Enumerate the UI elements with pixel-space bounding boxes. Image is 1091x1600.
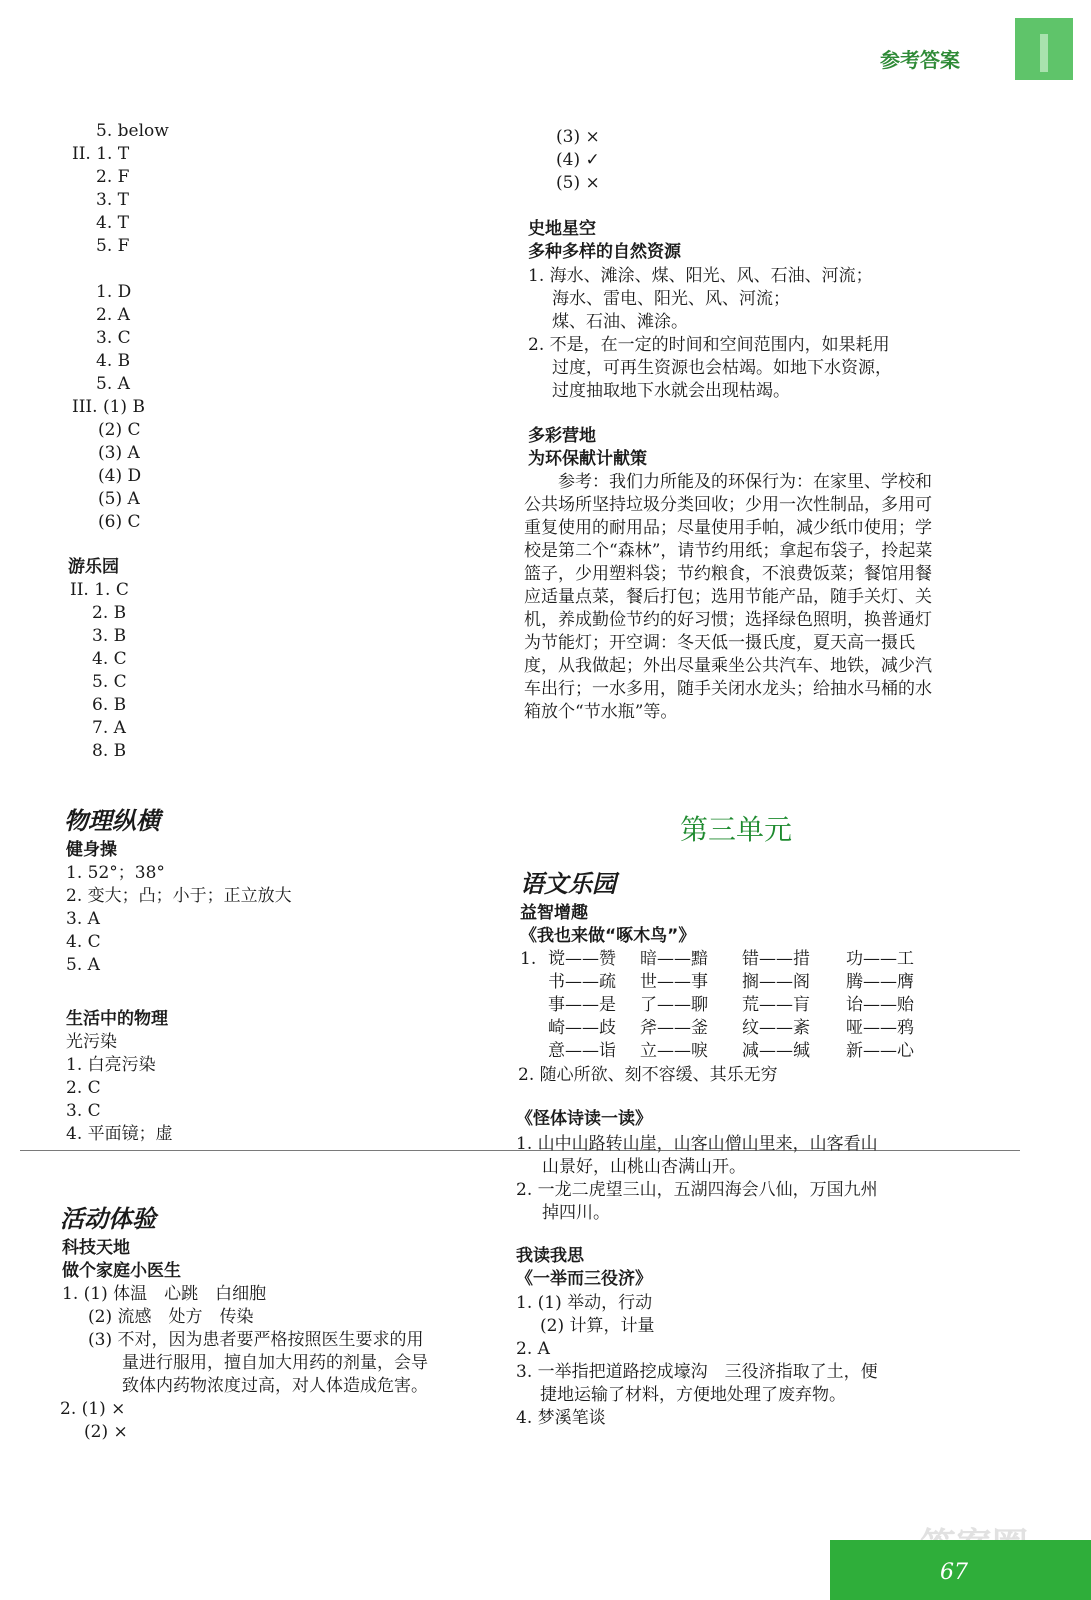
wrong-char: 书	[548, 972, 565, 992]
pair-dash: ——	[657, 995, 691, 1015]
wrong-char: 腾	[846, 972, 863, 992]
wrong-char: 了	[640, 995, 657, 1015]
answer-line: 1. 山中山路转山崖，山客山僧山里来，山客看山	[516, 1134, 878, 1154]
wrong-char: 纹	[742, 1018, 759, 1038]
unit-title: 第三单元	[680, 813, 793, 846]
correction-pair	[742, 971, 810, 994]
answer-line: 1. 海水、滩涂、煤、阳光、风、石油、河流；	[528, 266, 873, 286]
answer-line: 煤、石油、滩涂。	[552, 312, 688, 332]
correction-pair	[640, 948, 708, 971]
answer-line: 1. D	[96, 282, 132, 302]
answer-line: 2. (1) ×	[60, 1399, 126, 1419]
subsection-subtitle: 光污染	[66, 1032, 117, 1052]
correction-pair	[846, 1017, 914, 1040]
correction-pair	[742, 1017, 810, 1040]
answer-line: 2. 变大；凸；小于；正立放大	[66, 886, 292, 906]
pair-dash: ——	[863, 995, 897, 1015]
pair-dash: ——	[759, 972, 793, 992]
answer-line: 1. 52°；38°	[66, 863, 165, 883]
wrong-char: 哑	[846, 1018, 863, 1038]
answer-line: 4. C	[92, 649, 127, 669]
subsection-heading: 《一举而三役济》	[516, 1269, 652, 1289]
answer-line: 8. B	[92, 741, 127, 761]
subsection-heading: 生活中的物理	[66, 1009, 168, 1029]
wrong-char: 减	[742, 1041, 759, 1061]
correct-char: 肓	[793, 995, 810, 1015]
correction-pair	[548, 994, 616, 1017]
answer-line: 1. (1) 体温 心跳 白细胞	[62, 1284, 267, 1304]
answer-line: (2) C	[98, 420, 141, 440]
answer-line: 2. F	[96, 167, 130, 187]
correction-pair	[846, 1040, 914, 1063]
correct-char: 是	[599, 995, 616, 1015]
correction-pair	[640, 971, 708, 994]
correction-pair	[846, 971, 914, 994]
pair-dash: ——	[759, 949, 793, 969]
answer-line: 5. A	[96, 374, 130, 394]
answer-line: 2. C	[66, 1078, 101, 1098]
answer-line: (5) A	[98, 489, 140, 509]
answer-line: 2. A	[96, 305, 130, 325]
answer-line: 4. B	[96, 351, 131, 371]
wrong-char: 谠	[548, 949, 565, 969]
answer-line: 掉四川。	[542, 1203, 610, 1223]
correct-char: 事	[691, 972, 708, 992]
section-title: 语文乐园	[520, 870, 616, 898]
answer-line: (3) ×	[556, 127, 600, 147]
answer-line: 3. T	[96, 190, 129, 210]
correction-pair	[640, 994, 708, 1017]
answer-line: 5. C	[92, 672, 127, 692]
answer-line: 5. A	[66, 955, 100, 975]
correct-char: 阁	[793, 972, 810, 992]
wrong-char: 意	[548, 1041, 565, 1061]
subsection-heading: 多种多样的自然资源	[528, 242, 681, 262]
correct-char: 黯	[691, 949, 708, 969]
section-title: 物理纵横	[64, 807, 160, 835]
section-title: 活动体验	[60, 1205, 156, 1233]
pair-dash: ——	[565, 995, 599, 1015]
answer-line: 7. A	[92, 718, 126, 738]
correct-char: 工	[897, 949, 914, 969]
header-decoration-stripe	[1040, 34, 1048, 72]
answer-line: 捷地运输了材料，方便地处理了废弃物。	[540, 1385, 846, 1405]
answer-line: 3. C	[96, 328, 131, 348]
subsection-heading: 史地星空	[528, 219, 596, 239]
wrong-char: 搁	[742, 972, 759, 992]
pair-dash: ——	[565, 1018, 599, 1038]
answer-line: 量进行服用，擅自加大用药的剂量，会导	[122, 1353, 428, 1373]
answer-line: (6) C	[98, 512, 141, 532]
correction-pair	[548, 948, 616, 971]
answer-line: (4) ✓	[556, 150, 600, 170]
subsection-heading: 做个家庭小医生	[62, 1261, 181, 1281]
answer-line: 3. 一举指把道路挖成壕沟 三役济指取了土，便	[516, 1362, 878, 1382]
wrong-char: 立	[640, 1041, 657, 1061]
wrong-char: 功	[846, 949, 863, 969]
pair-dash: ——	[565, 972, 599, 992]
pair-dash: ——	[863, 949, 897, 969]
correct-char: 鸦	[897, 1018, 914, 1038]
answer-line: 3. C	[66, 1101, 101, 1121]
correction-pair	[742, 994, 810, 1017]
correct-char: 缄	[793, 1041, 810, 1061]
answer-line: 1.	[520, 949, 537, 969]
subsection-heading: 我读我思	[516, 1246, 584, 1266]
subsection-heading: 健身操	[66, 840, 117, 860]
correct-char: 措	[793, 949, 810, 969]
correct-char: 心	[897, 1041, 914, 1061]
answer-line: 2. B	[92, 603, 127, 623]
answer-line: II. 1. T	[72, 144, 130, 164]
answer-line: 海水、雷电、阳光、风、河流；	[552, 289, 790, 309]
subsection-heading: 《我也来做“啄木鸟”》	[520, 926, 696, 946]
answer-line: 5. F	[96, 236, 130, 256]
answer-line: 2. 一龙二虎望三山，五湖四海会八仙，万国九州	[516, 1180, 878, 1200]
correct-char: 贻	[897, 995, 914, 1015]
subsection-heading: 益智增趣	[520, 903, 588, 923]
wrong-char: 事	[548, 995, 565, 1015]
pair-dash: ——	[863, 972, 897, 992]
answer-line: III. (1) B	[72, 397, 145, 417]
answer-line: 致体内药物浓度过高，对人体造成危害。	[122, 1376, 428, 1396]
wrong-char: 诒	[846, 995, 863, 1015]
answer-line: 山景好，山桃山杏满山开。	[542, 1157, 746, 1177]
answer-line: (5) ×	[556, 173, 600, 193]
pair-dash: ——	[657, 1018, 691, 1038]
pair-dash: ——	[657, 1041, 691, 1061]
answer-line: 5. below	[96, 121, 169, 141]
correction-pair	[742, 1040, 810, 1063]
wrong-char: 错	[742, 949, 759, 969]
answer-line: 2. 随心所欲、刻不容缓、其乐无穷	[518, 1065, 778, 1085]
answer-line: 4. C	[66, 932, 101, 952]
answer-line: 6. B	[92, 695, 127, 715]
pair-dash: ——	[565, 1041, 599, 1061]
correct-char: 釜	[691, 1018, 708, 1038]
correction-pair	[846, 948, 914, 971]
pair-dash: ——	[863, 1041, 897, 1061]
wrong-char: 斧	[640, 1018, 657, 1038]
subsection-heading: 游乐园	[68, 557, 119, 577]
page-number: 67	[940, 1560, 968, 1585]
pair-dash: ——	[759, 1018, 793, 1038]
wrong-char: 崎	[548, 1018, 565, 1038]
wrong-char: 世	[640, 972, 657, 992]
subsection-heading: 《怪体诗读一读》	[516, 1109, 652, 1129]
subsection-heading: 为环保献计献策	[528, 449, 647, 469]
correction-pair	[640, 1017, 708, 1040]
answer-line: 2. A	[516, 1339, 550, 1359]
correct-char: 赞	[599, 949, 616, 969]
pair-dash: ——	[657, 949, 691, 969]
correct-char: 膺	[897, 972, 914, 992]
correct-char: 疏	[599, 972, 616, 992]
correction-pair	[548, 1040, 616, 1063]
answer-line: 2. 不是，在一定的时间和空间范围内，如果耗用	[528, 335, 890, 355]
answer-line: (4) D	[98, 466, 142, 486]
correct-char: 聊	[691, 995, 708, 1015]
answer-line: 1. 白亮污染	[66, 1055, 156, 1075]
correction-pair	[640, 1040, 708, 1063]
answer-line: (3) 不对，因为患者要严格按照医生要求的用	[88, 1330, 424, 1350]
correct-char: 唳	[691, 1041, 708, 1061]
answer-line: (2) 流感 处方 传染	[88, 1307, 254, 1327]
correct-char: 诣	[599, 1041, 616, 1061]
correction-pair	[742, 948, 810, 971]
correction-pair	[548, 1017, 616, 1040]
answer-paragraph: 参考：我们力所能及的环保行为：在家里、学校和公共场所坚持垃圾分类回收；少用一次性制品，多用可重复使用的耐用品；尽量使用手帕，减少纸巾使用；学校是第二个“森林”，请节约用纸；拿起布袋子，拎起菜篮子，少用塑料袋；节约粮食，不浪费饭菜；餐馆用餐应适量点菜，餐后打包；选用节能产品，随手关灯、关机，养成勤俭节约的好习惯；选择绿色照明，换普通灯为节能灯；开空调：冬天低一摄氏度，夏天高一摄氏度，从我做起；外出尽量乘坐公共汽车、地铁，减少汽车出行；一水多用，随手关闭水龙头；给抽水马桶的水箱放个“节水瓶”等。	[524, 472, 933, 722]
subsection-heading: 多彩营地	[528, 426, 596, 446]
answer-line: 4. T	[96, 213, 129, 233]
correct-char: 紊	[793, 1018, 810, 1038]
answer-line: (2) ×	[84, 1422, 128, 1442]
correction-pair	[846, 994, 914, 1017]
answer-line: 4. 梦溪笔谈	[516, 1408, 606, 1428]
pair-dash: ——	[759, 1041, 793, 1061]
answer-line: 3. A	[66, 909, 100, 929]
page-header-title: 参考答案	[880, 48, 960, 72]
answer-line: 4. 平面镜；虚	[66, 1124, 173, 1144]
answer-line: 过度抽取地下水就会出现枯竭。	[552, 381, 790, 401]
answer-line: II. 1. C	[70, 580, 129, 600]
pair-dash: ——	[565, 949, 599, 969]
answer-line: 3. B	[92, 626, 127, 646]
answer-line: 过度，可再生资源也会枯竭。如地下水资源，	[552, 358, 892, 378]
answer-line: (3) A	[98, 443, 140, 463]
wrong-char: 新	[846, 1041, 863, 1061]
pair-dash: ——	[863, 1018, 897, 1038]
pair-dash: ——	[759, 995, 793, 1015]
subsection-heading: 科技天地	[62, 1238, 130, 1258]
correct-char: 歧	[599, 1018, 616, 1038]
wrong-char: 暗	[640, 949, 657, 969]
answer-line: 1. (1) 举动，行动	[516, 1293, 653, 1313]
correction-pair	[548, 971, 616, 994]
wrong-char: 荒	[742, 995, 759, 1015]
pair-dash: ——	[657, 972, 691, 992]
answer-line: (2) 计算，计量	[540, 1316, 655, 1336]
